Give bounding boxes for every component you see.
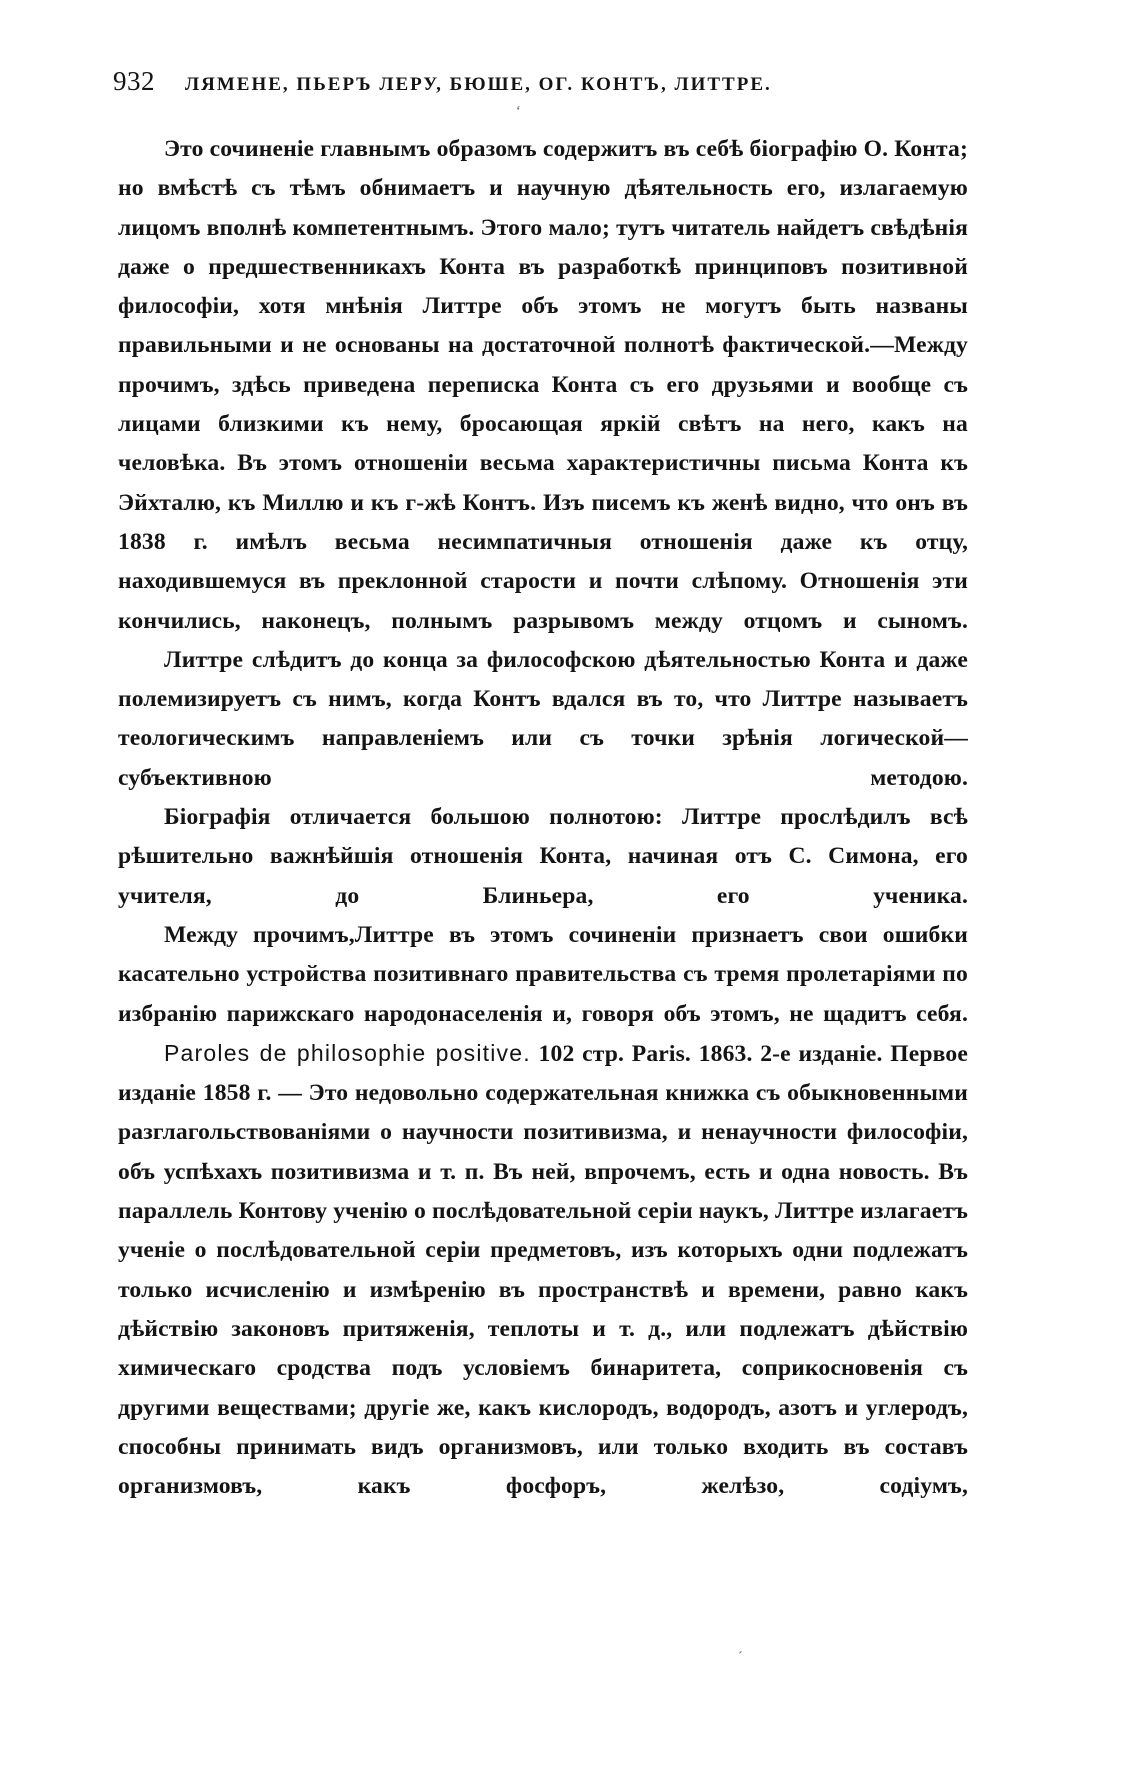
print-speck: ˊ [738, 1650, 743, 1665]
running-title: ЛЯМЕНЕ, ПЬЕРЪ ЛЕРУ, БЮШЕ, ОГ. КОНТЪ, ЛИТТРЕ. [185, 74, 772, 95]
paragraph-polemic: Литтре слѣдитъ до конца за философскою дѣятельностью Конта и даже полемизируетъ съ нимъ, когда Контъ вдался въ то, что Литтре называетъ теологическимъ направленіемъ или съ точки зрѣнія логической—субъективною методою. [118, 646, 968, 791]
paragraph-errors: Между прочимъ,Литтре въ этомъ сочиненіи признаетъ свои ошибки касательно устройства позитивнаго правительства съ тремя пролетаріями по избранію парижскаго народонаселенія и, говоря объ этомъ, не щадитъ себя. [118, 921, 968, 1027]
paragraph-completeness: Біографія отличается большою полнотою: Литтре прослѣдилъ всѣ рѣшительно важнѣйшія отношенія Конта, начиная отъ С. Симона, его учителя, до Блиньера, его ученика. [118, 804, 968, 909]
book-title-french: Paroles de philosophie positive. [164, 1039, 531, 1066]
body-text [118, 130, 968, 1506]
paragraph-biography-content: Это сочиненіе главнымъ образомъ содержитъ въ себѣ біографію О. Конта; но вмѣстѣ съ тѣмъ обнимаетъ и научную дѣятельность его, излагаемую лицомъ вполнѣ компетентнымъ. Этого мало; тутъ читатель найдетъ свѣдѣнія даже о предшественникахъ Конта въ разработкѣ принциповъ позитивной философіи, хотя мнѣнія Литтре объ этомъ не могутъ быть названы правильными и не основаны на достаточной полнотѣ фактической.—Между прочимъ, здѣсь приведена переписка Конта съ его друзьями и вообще съ лицами близкими къ нему, бросающая яркій свѣтъ на него, какъ на человѣка. Въ этомъ отношеніи весьма характеристичны письма Конта къ Эйхталю, къ Миллю и къ г-жѣ Контъ. Изъ писемъ къ женѣ видно, что онъ въ 1838 г. имѣлъ весьма несимпатичныя отношенія даже къ отцу, находившемуся въ преклонной старости и почти слѣпому. Отношенія эти кончились, наконецъ, полнымъ разрывомъ между отцомъ и сыномъ. [118, 136, 968, 634]
paragraph-paroles-text: 102 стр. Paris. 1863. 2-е изданіе. Первое изданіе 1858 г. — Это недовольно содержательная книжка съ обыкновенными разглагольствованіями о научности позитивизма, и ненаучности философіи, объ успѣхахъ позитивизма и т. п. Въ ней, впрочемъ, есть и одна новость. Въ параллель Контову ученію о послѣдовательной серіи наукъ, Литтре излагаетъ ученіе о послѣдовательной серіи предметовъ, изъ которыхъ одни подлежатъ только исчисленію и измѣренію въ пространствѣ и времени, равно какъ дѣйствію законовъ притяженія, теплоты и т. д., или подлежатъ дѣйствію химическаго сродства подъ условіемъ бинаритета, соприкосновенія съ другими веществами; другіе же, какъ кислородъ, водородъ, азотъ и углеродъ, способны принимать видъ организмовъ, или только входить въ составъ организмовъ, какъ фосфоръ, желѣзо, содіумъ, [118, 1040, 968, 1500]
page-number: 932 [113, 66, 155, 96]
page-header [113, 66, 973, 106]
print-speck: ‘ [516, 104, 521, 119]
paragraph-paroles [118, 1034, 968, 1507]
